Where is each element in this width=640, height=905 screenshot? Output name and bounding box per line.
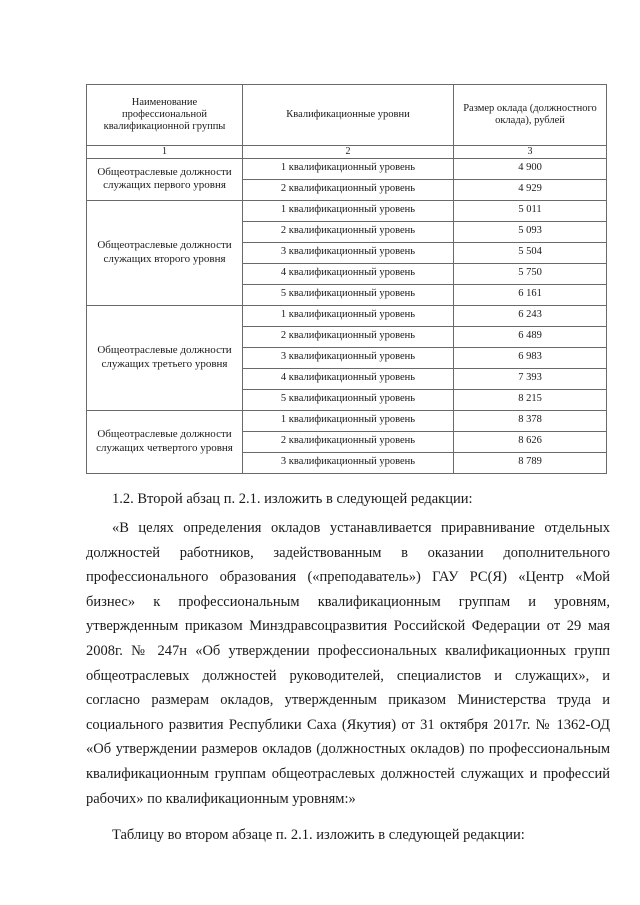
salary-cell: 5 011 <box>454 200 607 221</box>
paragraph-section-heading: 1.2. Второй абзац п. 2.1. изложить в следующей редакции: <box>112 491 473 507</box>
salary-cell: 8 215 <box>454 389 607 410</box>
table-header-cell: Наименование профессиональной квалификационной группы <box>87 85 243 146</box>
qualification-level-cell: 2 квалификационный уровень <box>243 221 454 242</box>
table-header-cell: Размер оклада (должностного оклада), рублей <box>454 85 607 146</box>
table-column-number: 3 <box>454 146 607 159</box>
paragraph-body: «В целях определения окладов устанавливается приравнивание отдельных должностей работников, задействованным в оказании дополнительного профессионального образования («преподаватель») ГАУ РС(Я) «Центр «Мой бизнес» к профессиональным квалификационным группам и уровням, утвержденным приказом Минздравсоцразвития Российской Федерации от 29 мая 2008г. № 247н «Об утверждении профессиональных квалификационных групп общеотраслевых должностей руководителей, специалистов и служащих», и согласно размерам окладов, утвержденным приказом Министерства труда и социального развития Республики Саха (Якутия) от 31 октября 2017г. № 1362-ОД «Об утверждении размеров окладов (должностных окладов) по профессиональным квалификационным группам общеотраслевых должностей служащих и профессий рабочих» по квалификационным уровням:» <box>86 520 610 807</box>
salary-cell: 4 929 <box>454 179 607 200</box>
qualification-level-cell: 1 квалификационный уровень <box>243 410 454 431</box>
table-column-number-row <box>87 146 607 159</box>
salary-cell: 6 161 <box>454 284 607 305</box>
qualification-level-cell: 1 квалификационный уровень <box>243 200 454 221</box>
table-row <box>87 200 607 221</box>
salary-cell: 6 489 <box>454 326 607 347</box>
group-name-cell: Общеотраслевые должности служащих первого уровня <box>87 158 243 200</box>
salary-cell: 5 750 <box>454 263 607 284</box>
qualification-level-cell: 2 квалификационный уровень <box>243 431 454 452</box>
salary-cell: 6 983 <box>454 347 607 368</box>
salary-cell: 5 504 <box>454 242 607 263</box>
qualification-level-cell: 3 квалификационный уровень <box>243 242 454 263</box>
group-name-cell: Общеотраслевые должности служащих четвертого уровня <box>87 410 243 473</box>
table-row <box>87 410 607 431</box>
qualification-level-cell: 1 квалификационный уровень <box>243 158 454 179</box>
qualification-level-cell: 2 квалификационный уровень <box>243 179 454 200</box>
table-header-row <box>87 85 607 146</box>
qualification-level-cell: 2 квалификационный уровень <box>243 326 454 347</box>
salary-cell: 6 243 <box>454 305 607 326</box>
qualification-level-cell: 4 квалификационный уровень <box>243 263 454 284</box>
salary-cell: 8 378 <box>454 410 607 431</box>
salary-cell: 8 789 <box>454 452 607 473</box>
qualification-level-cell: 3 квалификационный уровень <box>243 347 454 368</box>
group-name-cell: Общеотраслевые должности служащих третьего уровня <box>87 305 243 410</box>
table-column-number: 2 <box>243 146 454 159</box>
qualification-level-cell: 3 квалификационный уровень <box>243 452 454 473</box>
salary-cell: 7 393 <box>454 368 607 389</box>
qualification-level-cell: 5 квалификационный уровень <box>243 389 454 410</box>
table-column-number: 1 <box>87 146 243 159</box>
paragraph-table-intro: Таблицу во втором абзаце п. 2.1. изложить в следующей редакции: <box>112 827 525 843</box>
salary-table <box>86 84 607 474</box>
salary-cell: 8 626 <box>454 431 607 452</box>
salary-cell: 4 900 <box>454 158 607 179</box>
qualification-level-cell: 5 квалификационный уровень <box>243 284 454 305</box>
salary-table-body <box>87 85 607 474</box>
qualification-level-cell: 1 квалификационный уровень <box>243 305 454 326</box>
group-name-cell: Общеотраслевые должности служащих второго уровня <box>87 200 243 305</box>
table-row <box>87 305 607 326</box>
table-header-cell: Квалификационные уровни <box>243 85 454 146</box>
table-row <box>87 158 607 179</box>
salary-cell: 5 093 <box>454 221 607 242</box>
qualification-level-cell: 4 квалификационный уровень <box>243 368 454 389</box>
